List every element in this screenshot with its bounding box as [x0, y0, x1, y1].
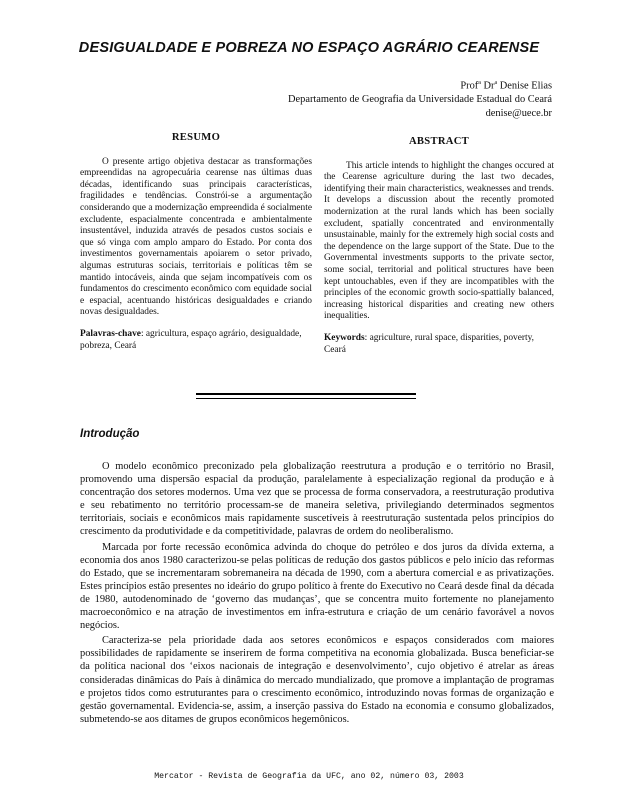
abstract-keywords: Keywords: agriculture, rural space, disparities, poverty, Ceará	[324, 332, 535, 355]
author-email: denise@uece.br	[485, 108, 552, 120]
paragraph: Marcada por forte recessão econômica advinda do choque do petróleo e dos juros da dívida externa, a economia dos anos 1980 caracterizou-se pelas políticas de redução dos gastos públicos e pelo início das reformas do Estado, que se incrementaram sobremaneira na década de 1990, com a abertura comercial e as privatizações. Estes princípios estão presentes no ideário do grupo político à frente do Executivo no Ceará desde final da década de 1980, autodenominado de ‘governo das mudanças’, que se concentra muito fortemente no planejamento macroeconômico e na atração de investimentos em infra-estrutura e criação de um cenário favorável a novos negócios.	[80, 541, 554, 632]
resumo-keywords: Palavras-chave: agricultura, espaço agrário, desigualdade, pobreza, Ceará	[80, 328, 302, 351]
author-block	[288, 76, 552, 121]
resumo-heading: RESUMO	[171, 132, 221, 143]
abstract-text: This article intends to highlight the changes occured at the Cearense agriculture during the last two decades, identifying their main characteristics, weaknesses and trends. It develops a discussion about the recently promoted modernization at the rural lands which has been socially excludent, spatially concentrated and environmentally unsustainable, mainly for the extremely high social costs and the dependence on the large support of the State. Due to the Governmental investments supports to the private sector, some social, territorial and political structures have been kept untouchables, even if they are incompatibles with the principles of the economic growth socio-spattially balanced, increasing historical disparities and creating new others inequalities.	[324, 160, 554, 322]
author-affiliation: Departamento de Geografia da Universidade Estadual do Ceará	[288, 94, 552, 106]
resumo-text: O presente artigo objetiva destacar as transformações empreendidas na agropecuária cearense nas últimas duas décadas, identificando suas principais características, fragilidades e tendências. Constrói-se a argumentação considerando que a modernização empreendida é socialmente excludente, espacialmente concentrada e ambientalmente insustentável, induzida através de pesados custos sociais e que só vinga com amplo amparo do Estado. Por conta dos investimentos governamentais apoiarem o setor privado, algumas estruturas sociais, territoriais e políticas têm se mantido intocáveis, ainda que sejam incompatíveis com os fundamentos do crescimento econômico com equidade social e espacial, acentuando históricas desigualdades e criando novas desigualdades.	[80, 156, 312, 318]
page-footer: Mercator - Revista de Geografia da UFC, ano 02, número 03, 2003	[154, 772, 464, 781]
divider-thick	[196, 393, 416, 395]
paragraph: Caracteriza-se pela prioridade dada aos setores econômicos e espaços considerados com maiores possibilidades de rapidamente se inserirem de forma competitiva na economia globalizada. Busca beneficiar-se da política nacional dos ‘eixos nacionais de integração e desenvolvimento’, cujo objetivo é atrelar as áreas consideradas dinâmicas do País à dinâmica do mercado mundializado, que promove a implantação de programas e projetos tidos como estruturantes para o crescimento econômico, introduzindo novas formas de organização e gestão governamental. Evidencia-se, assim, a inserção passiva do Estado na economia e consumo globalizados, submetendo-se aos ditames de grupos econômicos hegemônicos.	[80, 635, 554, 725]
author-name: Prof$^a$ Dr$^a$ Denise Elias	[460, 80, 552, 92]
abstract-heading: ABSTRACT	[408, 136, 470, 147]
section-heading: Introdução	[80, 428, 140, 440]
abstract-column	[324, 136, 554, 356]
article-title: DESIGUALDADE E POBREZA NO ESPAÇO AGRÁRIO CEARENSE	[78, 40, 540, 56]
divider-thin	[196, 398, 416, 399]
paragraph: O modelo econômico preconizado pela globalização reestrutura a produção e o território no Brasil, promovendo uma dispersão espacial da produção, paralelamente à especialização regional da produção e à concentração dos setores modernos. Uma vez que se processa de forma conservadora, a reestruturação produtiva e seu rebatimento no território processam-se de maneira seletiva, privilegiando determinados segmentos territoriais, sociais e econômicos mais rapidamente suscetíveis à reestruturação sustentada pelos princípios do crescimento da produtividade e da competitividade, palavras de ordem do neoliberalismo.	[80, 461, 554, 538]
body-text	[80, 460, 554, 728]
resumo-column	[80, 132, 312, 352]
